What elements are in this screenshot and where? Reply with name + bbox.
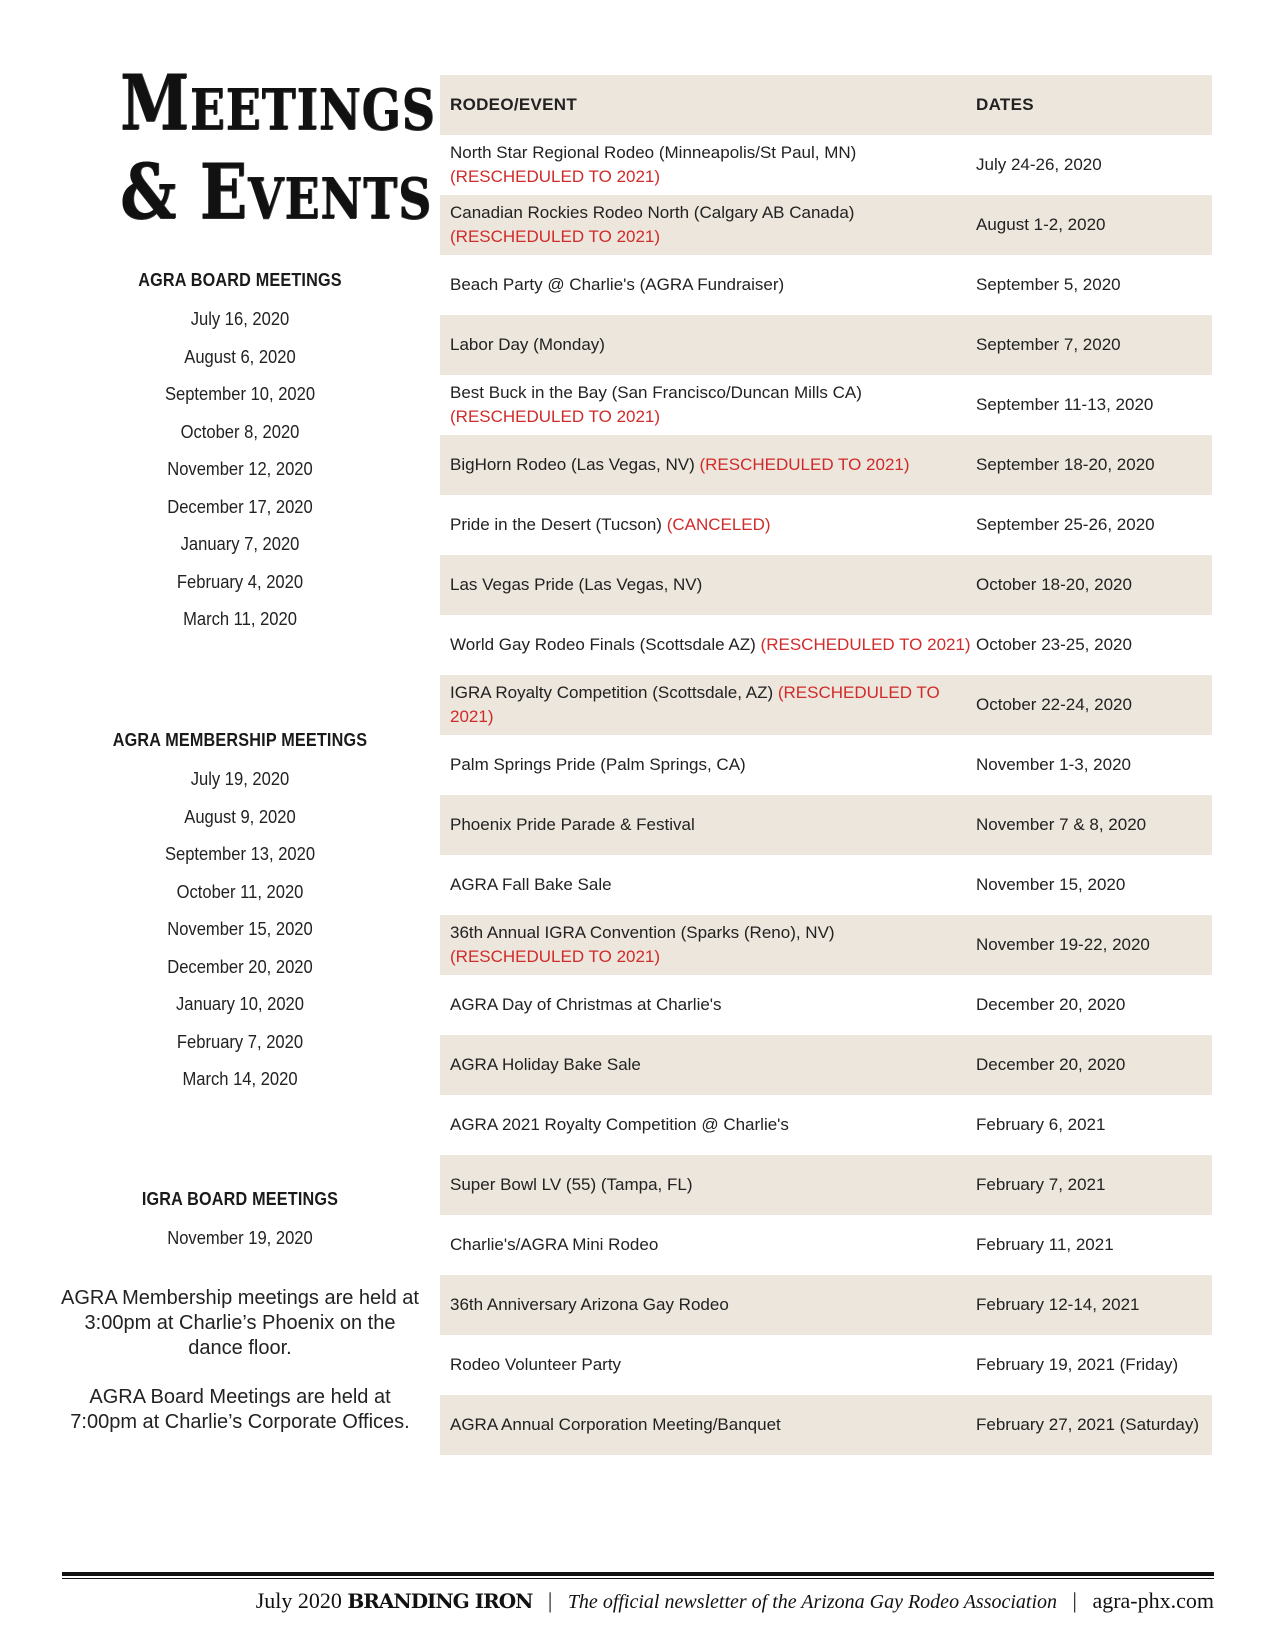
event-row <box>440 1095 1212 1155</box>
event-name-cell <box>440 1113 972 1137</box>
column-header-dates: DATES <box>976 95 1034 114</box>
event-name-cell <box>440 753 972 777</box>
event-date: September 5, 2020 <box>976 275 1121 294</box>
event-name: Best Buck in the Bay (San Francisco/Duncan Mills CA) <box>450 383 862 402</box>
event-row <box>440 795 1212 855</box>
event-name: World Gay Rodeo Finals (Scottsdale AZ) <box>450 635 756 654</box>
igra-board-heading: IGRA BOARD MEETINGS <box>141 1189 339 1209</box>
event-status: (CANCELED) <box>666 515 771 534</box>
agra-board-heading: AGRA BOARD MEETINGS <box>138 270 342 290</box>
event-name: Pride in the Desert (Tucson) <box>450 515 662 534</box>
event-name-cell <box>440 573 972 597</box>
igra-board-date-list <box>60 1220 420 1258</box>
event-status: (RESCHEDULED TO 2021) <box>450 947 661 966</box>
meeting-date: November 15, 2020 <box>167 919 313 939</box>
agra-membership-section <box>60 730 420 1099</box>
event-date: December 20, 2020 <box>976 1055 1126 1074</box>
event-date: September 7, 2020 <box>976 335 1121 354</box>
event-name: AGRA 2021 Royalty Competition @ Charlie's <box>450 1115 789 1134</box>
event-date: October 22-24, 2020 <box>976 695 1132 714</box>
event-name: Palm Springs Pride (Palm Springs, CA) <box>450 755 746 774</box>
event-row <box>440 1215 1212 1275</box>
event-date: February 19, 2021 (Friday) <box>976 1355 1179 1374</box>
meeting-date: November 19, 2020 <box>167 1228 313 1248</box>
event-row <box>440 735 1212 795</box>
event-row <box>440 315 1212 375</box>
meeting-date: October 8, 2020 <box>180 421 300 442</box>
events-table-header <box>440 75 1212 135</box>
event-name-cell <box>440 633 972 657</box>
event-name: BigHorn Rodeo (Las Vegas, NV) <box>450 455 695 474</box>
event-name-cell <box>440 813 972 837</box>
event-name-cell <box>440 513 972 537</box>
meeting-date: December 17, 2020 <box>167 496 313 517</box>
event-name-cell <box>440 201 972 249</box>
event-date: September 18-20, 2020 <box>976 455 1155 474</box>
event-name-cell <box>440 1293 972 1317</box>
footer-site: agra-phx.com <box>1092 1588 1214 1613</box>
event-date: October 18-20, 2020 <box>976 575 1132 594</box>
meeting-date: July 16, 2020 <box>190 309 290 329</box>
agra-membership-date-list <box>60 761 420 1099</box>
event-date: February 11, 2021 <box>976 1235 1114 1254</box>
meeting-date: February 4, 2020 <box>176 571 304 592</box>
membership-meeting-note: AGRA Membership meetings are held at 3:00pm at Charlie’s Phoenix on the dance floor. <box>61 1287 419 1359</box>
event-date: November 7 & 8, 2020 <box>976 815 1147 834</box>
event-row <box>440 435 1212 495</box>
event-name-cell <box>440 1053 972 1077</box>
title-line-2: & EVENTS <box>120 147 432 236</box>
meeting-date: July 19, 2020 <box>190 769 290 789</box>
event-date: August 1-2, 2020 <box>976 215 1106 234</box>
agra-board-date-list <box>60 301 420 639</box>
event-name: 36th Anniversary Arizona Gay Rodeo <box>450 1295 729 1314</box>
events-table <box>440 75 1212 1455</box>
event-status: (RESCHEDULED TO 2021) <box>450 407 661 426</box>
event-name: Super Bowl LV (55) (Tampa, FL) <box>450 1175 693 1194</box>
event-name: AGRA Holiday Bake Sale <box>450 1055 641 1074</box>
event-date: July 24-26, 2020 <box>976 155 1102 174</box>
agra-board-section <box>60 270 420 639</box>
event-row <box>440 195 1212 255</box>
footer-issue: July 2020 <box>255 1588 342 1613</box>
event-name: AGRA Annual Corporation Meeting/Banquet <box>450 1415 781 1434</box>
event-date: November 19-22, 2020 <box>976 935 1150 954</box>
event-status: (RESCHEDULED TO 2021) <box>699 455 910 474</box>
event-name: Beach Party @ Charlie's (AGRA Fundraiser) <box>450 275 785 294</box>
footer-divider: | <box>1072 1588 1077 1613</box>
event-name: Charlie's/AGRA Mini Rodeo <box>450 1235 659 1254</box>
event-row <box>440 1335 1212 1395</box>
event-name-cell <box>440 141 972 189</box>
event-name-cell <box>440 453 972 477</box>
meeting-date: January 10, 2020 <box>176 994 304 1014</box>
event-row <box>440 675 1212 735</box>
event-row <box>440 855 1212 915</box>
meeting-date: March 11, 2020 <box>183 609 297 629</box>
event-row <box>440 975 1212 1035</box>
event-row <box>440 615 1212 675</box>
column-header-event: RODEO/EVENT <box>450 95 578 114</box>
footer-brand: BRANDING IRON <box>347 1589 533 1613</box>
event-row <box>440 1395 1212 1455</box>
meeting-date: March 14, 2020 <box>182 1069 298 1089</box>
page-title <box>120 58 436 240</box>
event-row <box>440 555 1212 615</box>
board-meeting-note: AGRA Board Meetings are held at 7:00pm at Charlie’s Corporate Offices. <box>70 1386 410 1433</box>
event-name: Canadian Rockies Rodeo North (Calgary AB Canada) <box>450 203 855 222</box>
footer-divider: | <box>547 1588 553 1613</box>
footer-rule-thin <box>62 1578 1214 1579</box>
event-date: February 12-14, 2021 <box>976 1295 1140 1314</box>
event-name-cell <box>440 873 972 897</box>
event-name: AGRA Fall Bake Sale <box>450 875 612 894</box>
meeting-date: December 20, 2020 <box>167 956 313 977</box>
event-name-cell <box>440 921 972 969</box>
meeting-date: September 10, 2020 <box>164 384 316 404</box>
event-row <box>440 1275 1212 1335</box>
event-date: November 1-3, 2020 <box>976 755 1131 774</box>
meeting-date: November 12, 2020 <box>167 459 313 479</box>
event-status: (RESCHEDULED TO 2021) <box>450 227 661 246</box>
event-name-cell <box>440 381 972 429</box>
event-name-cell <box>440 1413 972 1437</box>
meeting-date: February 7, 2020 <box>176 1031 304 1052</box>
event-name: IGRA Royalty Competition (Scottsdale, AZ) <box>450 683 774 702</box>
event-status: (RESCHEDULED TO 2021) <box>450 167 661 186</box>
event-name: North Star Regional Rodeo (Minneapolis/St Paul, MN) <box>450 143 857 162</box>
event-date: December 20, 2020 <box>976 995 1126 1014</box>
event-name: AGRA Day of Christmas at Charlie's <box>450 995 722 1014</box>
event-name-cell <box>440 681 972 729</box>
event-status: (RESCHEDULED TO 2021) <box>760 635 971 654</box>
event-row <box>440 135 1212 195</box>
title-line-1: MEETINGS <box>120 58 436 147</box>
event-date: September 25-26, 2020 <box>976 515 1155 534</box>
meeting-date: January 7, 2020 <box>180 534 300 554</box>
agra-membership-heading: AGRA MEMBERSHIP MEETINGS <box>112 730 368 750</box>
event-name: Rodeo Volunteer Party <box>450 1355 622 1374</box>
event-name-cell <box>440 333 972 357</box>
igra-board-section <box>60 1189 420 1258</box>
event-name-cell <box>440 1233 972 1257</box>
event-row <box>440 375 1212 435</box>
event-row <box>440 1035 1212 1095</box>
event-row <box>440 1155 1212 1215</box>
meeting-date: September 13, 2020 <box>164 844 316 864</box>
event-row <box>440 915 1212 975</box>
event-status: (RESCHEDULED TO 2021) <box>450 683 940 726</box>
event-name: 36th Annual IGRA Convention (Sparks (Reno), NV) <box>450 923 835 942</box>
event-name-cell <box>440 1353 972 1377</box>
meeting-notes <box>60 1286 420 1459</box>
event-date: October 23-25, 2020 <box>976 635 1132 654</box>
event-date: February 27, 2021 (Saturday) <box>976 1415 1200 1434</box>
event-date: September 11-13, 2020 <box>976 395 1154 414</box>
footer <box>62 1588 1214 1614</box>
meeting-date: October 11, 2020 <box>176 881 304 902</box>
footer-rule-thick <box>62 1572 1214 1576</box>
event-name-cell <box>440 273 972 297</box>
event-name: Phoenix Pride Parade & Festival <box>450 815 695 834</box>
event-row <box>440 495 1212 555</box>
event-date: February 7, 2021 <box>976 1175 1106 1194</box>
event-date: November 15, 2020 <box>976 875 1126 894</box>
meeting-date: August 9, 2020 <box>184 806 296 827</box>
event-name-cell <box>440 1173 972 1197</box>
event-name: Labor Day (Monday) <box>450 335 605 354</box>
event-date: February 6, 2021 <box>976 1115 1106 1134</box>
events-table-body <box>440 135 1212 1455</box>
meeting-date: August 6, 2020 <box>184 346 296 367</box>
event-name-cell <box>440 993 972 1017</box>
footer-tagline: The official newsletter of the Arizona Gay Rodeo Association <box>567 1591 1058 1613</box>
event-name: Las Vegas Pride (Las Vegas, NV) <box>450 575 703 594</box>
event-row <box>440 255 1212 315</box>
